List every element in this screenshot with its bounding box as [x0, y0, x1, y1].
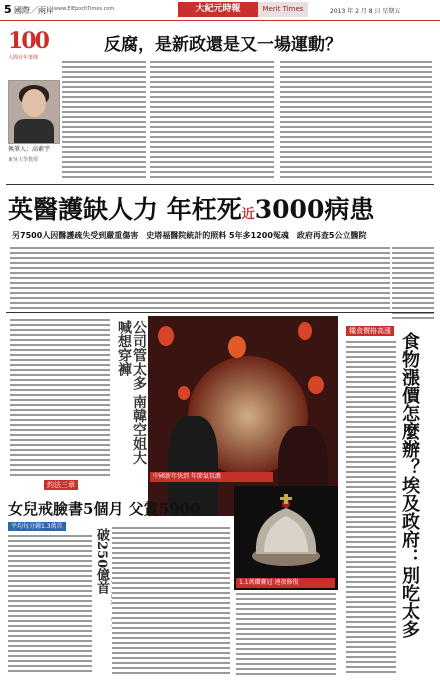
lead-headline	[8, 190, 374, 226]
brand-logo: 大紀元時報	[178, 2, 258, 17]
brand-english: Merit Times	[258, 2, 308, 17]
left-body-text	[10, 318, 110, 476]
divider	[6, 184, 434, 185]
author-name: 執筆人：高素宇	[8, 146, 51, 153]
badge-subtitle: 人間百年筆陣	[8, 55, 39, 61]
column-body-text-2	[150, 60, 274, 180]
column-body-text-3	[280, 60, 432, 180]
facebook-headline: 女兒戒臉書5個月 父賞5900	[8, 500, 201, 518]
food-body-text	[346, 340, 396, 676]
author-title: 東吳大學教授	[8, 157, 39, 163]
lead-headline-part3: 3000病患	[254, 195, 375, 224]
vertical-headline-flight: 公司管太多 南韓空姐大喊想穿褲	[116, 320, 147, 465]
itunes-headline: 破250億首	[94, 528, 109, 595]
crown-photo-caption: 1.1萬鑽寶冠 連夜修復	[236, 578, 335, 588]
lead-headline-near: 近	[241, 207, 255, 222]
lead-headline-part2: 年枉死	[166, 195, 242, 224]
itunes-section-tag: 平均每分鐘1.3萬首	[8, 522, 66, 531]
crown-photo	[234, 486, 338, 590]
site-url: www.ElEpochTimes.com	[54, 6, 115, 12]
vertical-headline-food: 食物漲價怎麼辦？埃及政府：別吃太多	[399, 332, 420, 638]
badge-number: 100	[8, 28, 48, 54]
column-body-text-1	[62, 60, 146, 180]
hundred-years-badge	[8, 28, 70, 68]
author-photo	[8, 80, 60, 144]
lantern-photo-caption: 中國新年快到 年節氣氛濃	[150, 472, 273, 482]
page-number: 5	[4, 3, 12, 16]
right-column-text	[392, 246, 434, 322]
lead-subheadline: 另7500人因醫護疏失受到嚴重傷害 史塔福醫院統計的照料 5年多1200冤魂 政府再查5公立醫院	[12, 231, 367, 240]
section-label: 國際／兩岸	[14, 6, 54, 15]
lead-body-text	[10, 246, 390, 310]
lead-headline-part1: 英醫護缺人力	[8, 195, 159, 224]
issue-date: 2013 年 2 月 8 日 星期五	[330, 8, 401, 15]
crown-body-text	[236, 592, 336, 676]
divider-2	[6, 312, 434, 313]
law-section-tag: 約法三章	[44, 480, 78, 490]
column-headline: 反腐，是新政還是又一場運動？	[104, 35, 342, 55]
itunes-body-text	[8, 534, 92, 674]
facebook-body-text	[112, 526, 230, 676]
food-section-tag: 糧食價格高漲	[346, 326, 394, 336]
